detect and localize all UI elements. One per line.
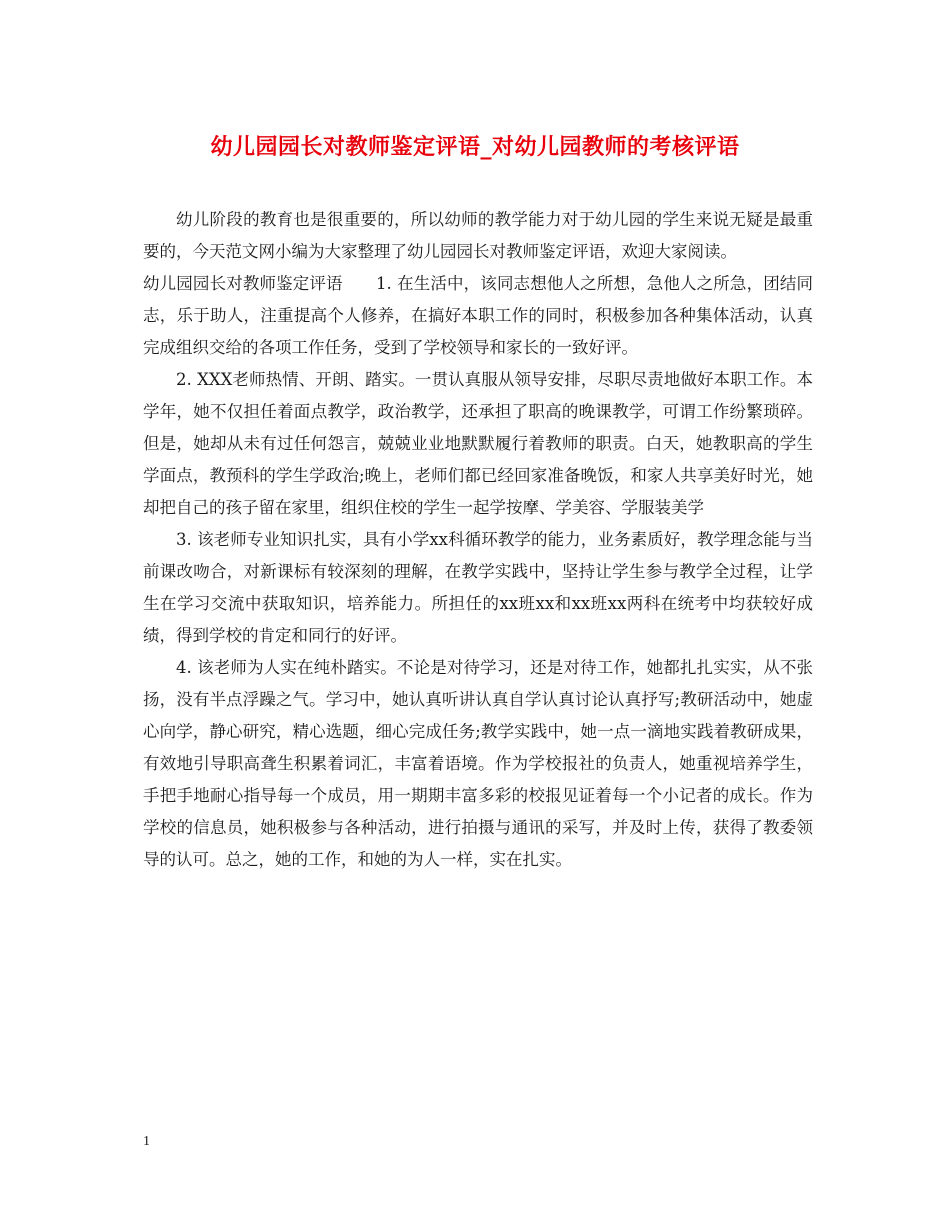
paragraph-3: 3. 该老师专业知识扎实，具有小学xx科循环教学的能力，业务素质好，教学理念能与当前课改吻合，对新课标有较深刻的理解，在教学实践中，坚持让学生参与教学全过程，让学生在学习交流中获取知识，培养能力。所担任的xx班xx和xx班xx两科在统考中均获较好成绩，得到学校的肯定和同行的好评。 (143, 530, 813, 645)
document-body (143, 204, 813, 876)
paragraph-2: 2. XXX老师热情、开朗、踏实。一贯认真服从领导安排，尽职尽责地做好本职工作。本学年，她不仅担任着面点教学，政治教学，还承担了职高的晚课教学，可谓工作纷繁琐碎。但是，她却从未有过任何怨言，兢兢业业地默默履行着教师的职责。白天，她教职高的学生学面点，教预科的学生学政治;晚上，老师们都已经回家准备晚饭，和家人共享美好时光，她却把自己的孩子留在家里，组织住校的学生一起学按摩、学美容、学服装美学 (143, 370, 813, 517)
paragraph-1: 幼儿园园长对教师鉴定评语 1. 在生活中，该同志想他人之所想，急他人之所急，团结同志，乐于助人，注重提高个人修养，在搞好本职工作的同时，积极参加各种集体活动，认真完成组织交给的各项工作任务，受到了学校领导和家长的一致好评。 (143, 274, 813, 357)
intro-paragraph: 幼儿阶段的教育也是很重要的，所以幼师的教学能力对于幼儿园的学生来说无疑是最重要的，今天范文网小编为大家整理了幼儿园园长对教师鉴定评语，欢迎大家阅读。 (143, 210, 813, 261)
document-title: 幼儿园园长对教师鉴定评语_对幼儿园教师的考核评语 (210, 134, 740, 160)
page-number: 1 (143, 1134, 150, 1149)
paragraph-4: 4. 该老师为人实在纯朴踏实。不论是对待学习，还是对待工作，她都扎扎实实，从不张扬，没有半点浮躁之气。学习中，她认真听讲认真自学认真讨论认真抒写;教研活动中，她虚心向学，静心研究，精心选题，细心完成任务;教学实践中，她一点一滴地实践着教研成果，有效地引导职高聋生积累着词汇，丰富着语境。作为学校报社的负责人，她重视培养学生，手把手地耐心指导每一个成员，用一期期丰富多彩的校报见证着每一个小记者的成长。作为学校的信息员，她积极参与各种活动，进行拍摄与通讯的采写，并及时上传，获得了教委领导的认可。总之，她的工作，和她的为人一样，实在扎实。 (143, 658, 813, 869)
